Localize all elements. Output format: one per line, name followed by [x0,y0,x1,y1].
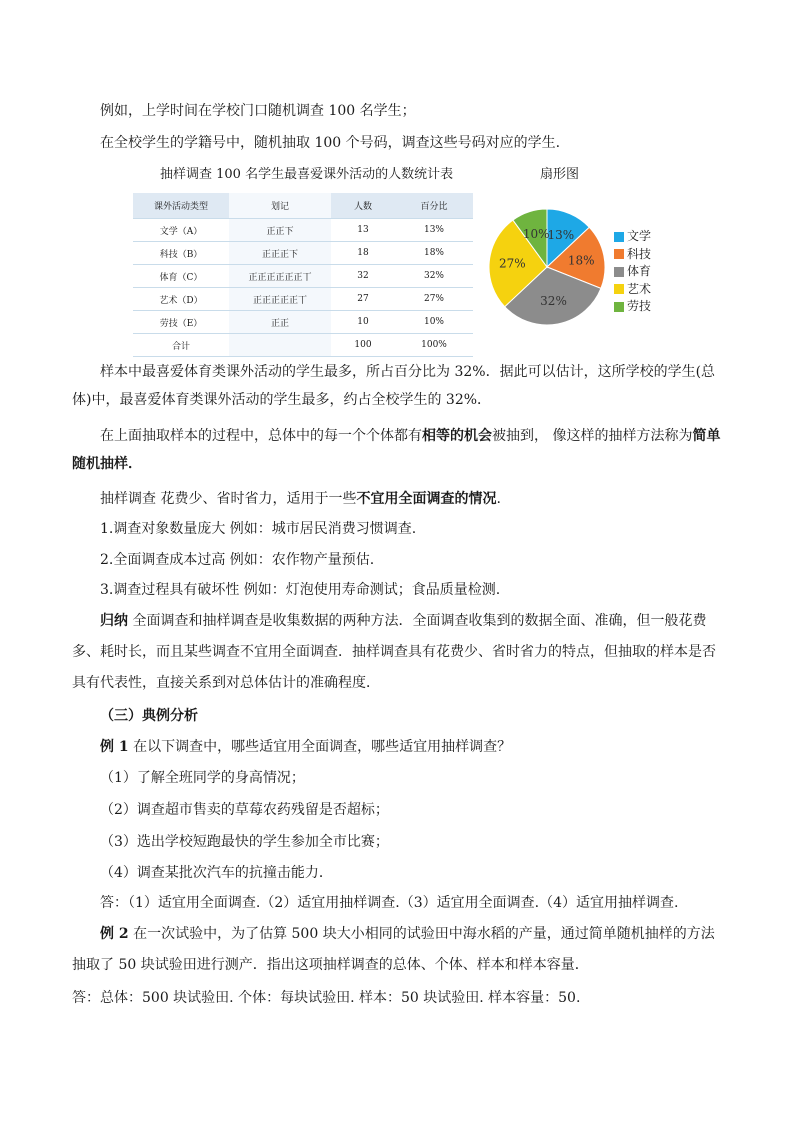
legend-label: 科技 [627,246,652,261]
paragraph-simple-random-sampling [72,422,724,478]
cell-tally: 正正正正正正丅 [229,265,331,288]
table-caption: 抽样调查 100 名学生最喜爱课外活动的人数统计表 [160,167,454,182]
example-1-item-3: （3）选出学校短跑最快的学生参加全市比赛； [100,834,389,850]
cell-activity: 合计 [133,334,229,357]
legend-label: 艺术 [627,281,652,296]
example-1-item-1: （1）了解全班同学的身高情况； [100,770,305,786]
list-item-3: 3.调查过程具有破坏性 例如：灯泡使用寿命测试；食品质量检测. [100,582,501,598]
legend-swatch [614,232,624,242]
paragraph-sampling-advantages [100,489,501,509]
legend-swatch [614,249,624,259]
cell-activity: 体育（C） [133,265,229,288]
intro-line-1: 例如，上学时间在学校门口随机调查 100 名学生； [100,103,416,119]
cell-activity: 艺术（D） [133,288,229,311]
example-2-answer: 答：总体：500 块试验田. 个体：每块试验田. 样本：50 块试验田. 样本容量：50. [72,990,581,1006]
example-1-item-4: （4）调查某批次汽车的抗撞击能力． [100,865,333,881]
pie-slice-label: 18% [567,253,595,268]
cell-count: 10 [331,311,395,334]
summary-label: 归纳 [100,613,128,629]
cell-tally: 正正下 [229,219,331,242]
legend-swatch [614,302,624,312]
example-1-text: 在以下调查中，哪些适宜用全面调查，哪些适宜用抽样调查？ [128,739,512,755]
pie-slice-label: 27% [499,256,526,271]
table-row [133,311,473,334]
example-1-answer: 答：（1）适宜用全面调查.（2）适宜用抽样调查.（3）适宜用全面调查.（4）适宜用抽样调查. [100,895,679,911]
legend-item [614,281,651,299]
cell-activity: 文学（A） [133,219,229,242]
frequency-table [133,193,473,357]
legend-swatch [614,284,624,294]
table-row [133,219,473,242]
pie-slice-label: 10% [522,226,550,241]
pie-slice-label: 32% [540,294,567,309]
pie-legend [614,228,651,316]
cell-count: 18 [331,242,395,265]
list-item-1: 1.调查对象数量庞大 例如：城市居民消费习惯调查. [100,521,417,537]
header-count: 人数 [331,193,395,219]
cell-activity: 科技（B） [133,242,229,265]
table-row [133,288,473,311]
table-row [133,265,473,288]
cell-tally [229,334,331,357]
legend-swatch [614,267,624,277]
example-1-question [100,737,511,757]
list-item-2: 2.全面调查成本过高 例如：农作物产量预估. [100,552,375,568]
example-1-label: 例 1 [100,739,129,755]
para3-text-b: . [496,491,501,507]
legend-label: 文学 [627,229,652,243]
example-2-label: 例 2 [100,926,129,942]
header-percent: 百分比 [395,193,473,219]
legend-item [614,228,651,246]
cell-count: 100 [331,334,395,357]
legend-item [614,263,651,281]
cell-count: 13 [331,219,395,242]
summary-text: 全面调查和抽样调查是收集数据的两种方法．全面调查收集到的数据全面、准确，但一般花费多、耗时长，而且某些调查不宜用全面调查．抽样调查具有花费少、省时省力的特点，但抽取的样本是否具有代表性，直接关系到对总体估计的准确程度． [72,613,716,691]
cell-percent: 18% [395,242,473,265]
pie-caption: 扇形图 [540,167,580,182]
example-2-text: 在一次试验中，为了估算 500 块大小相同的试验田中海水稻的产量，通过简单随机抽样的方法抽取了 50 块试验田进行测产．指出这项抽样调查的总体、个体、样本和样本容量． [72,926,715,973]
header-tally: 划记 [229,193,331,219]
legend-item [614,298,651,316]
cell-count: 32 [331,265,395,288]
cell-tally: 正正 [229,311,331,334]
legend-label: 体育 [627,264,652,278]
pie-chart [488,208,606,326]
table-row [133,242,473,265]
paragraph-summary [72,606,724,699]
cell-tally: 正正正正正丅 [229,288,331,311]
legend-item [614,246,651,264]
section-heading: （三）典例分析 [100,708,198,724]
cell-percent: 32% [395,265,473,288]
cell-percent: 27% [395,288,473,311]
cell-percent: 10% [395,311,473,334]
table-total-row [133,334,473,357]
cell-activity: 劳技（E） [133,311,229,334]
header-activity: 课外活动类型 [133,193,229,219]
example-2-question [72,919,724,981]
cell-count: 27 [331,288,395,311]
para2-text-a: 在上面抽取样本的过程中，总体中的每一个个体都有 [100,428,422,444]
para3-text-a: 抽样调查 花费少、省时省力，适用于一些 [100,491,357,507]
table-header-row [133,193,473,219]
cell-tally: 正正正下 [229,242,331,265]
para2-bold-equal-chance: 相等的机会 [422,428,492,444]
legend-label: 劳技 [627,299,652,313]
para3-bold: 不宜用全面调查的情况 [356,491,497,507]
pie-slice-label: 13% [547,228,575,243]
para2-text-b: 被抽到， 像这样的抽样方法称为 [492,428,693,444]
paragraph-sample-result: 样本中最喜爱体育类课外活动的学生最多，所占百分比为 32%．据此可以估计，这所学校的学生(总体)中，最喜爱体育类课外活动的学生最多，约占全校学生的 32%． [72,364,716,408]
cell-percent: 13% [395,219,473,242]
para2-bold-term: 简单随机抽样． [72,428,721,472]
cell-percent: 100% [395,334,473,357]
example-1-item-2: （2）调查超市售卖的草莓农药残留是否超标； [100,802,389,818]
intro-line-2: 在全校学生的学籍号中，随机抽取 100 个号码，调查这些号码对应的学生. [100,135,561,151]
